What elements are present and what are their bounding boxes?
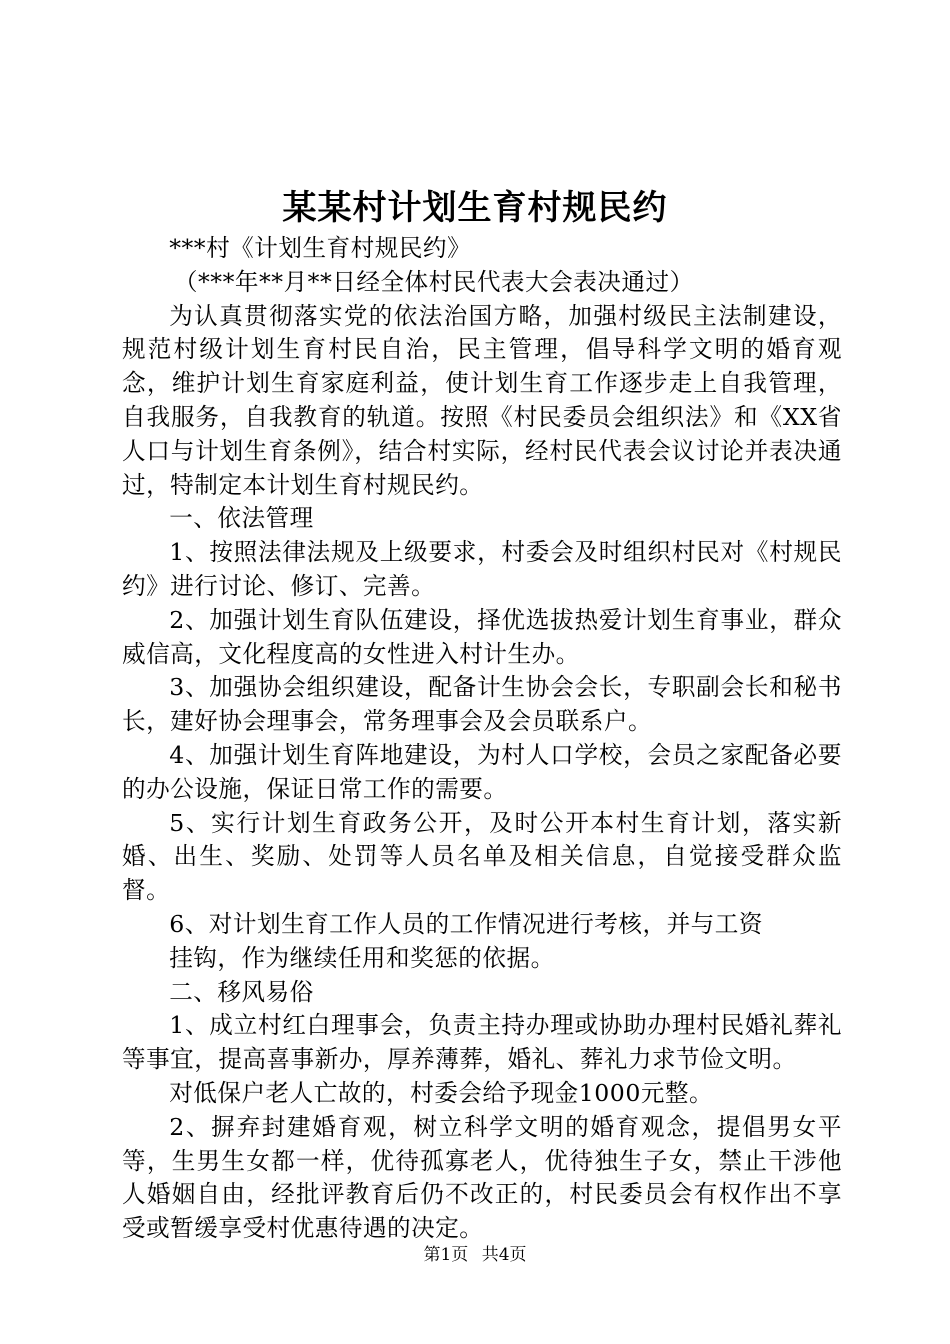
document-title: 某某村计划生育村规民约 (282, 188, 668, 228)
list-item: 2、摒弃封建婚育观，树立科学文明的婚育观念，提倡男女平等，生男生女都一样，优待孤寡老人，优待独生子女，禁止干涉他人婚姻自由，经批评教育后仍不改正的，村民委员会有权作出不享受或暂缓享受村优惠待遇的决定。 (122, 1112, 842, 1243)
approval-note: （***年**月**日经全体村民代表大会表决通过） (173, 267, 694, 296)
section-heading-1: 一、依法管理 (169, 504, 314, 533)
list-item-continuation: 挂钩，作为继续任用和奖惩的依据。 (169, 943, 555, 972)
list-item: 1、成立村红白理事会，负责主持办理或协助办理村民婚礼葬礼等事宜，提高喜事新办，厚养薄葬，婚礼、葬礼力求节俭文明。 (122, 1011, 842, 1074)
list-item: 4、加强计划生育阵地建设，为村人口学校，会员之家配备必要的办公设施，保证日常工作的需要。 (122, 740, 842, 803)
list-item: 5、实行计划生育政务公开，及时公开本村生育计划，落实新婚、出生、奖励、处罚等人员名单及相关信息，自觉接受群众监督。 (122, 808, 842, 905)
page-total: 共4页 (481, 1245, 527, 1265)
intro-paragraph: 为认真贯彻落实党的依法治国方略，加强村级民主法制建设，规范村级计划生育村民自治，民主管理，倡导科学文明的婚育观念，维护计划生育家庭利益，使计划生育工作逐步走上自我管理，自我服务，自我教育的轨道。按照《村民委员会组织法》和《XX省人口与计划生育条例》，结合村实际，经村民代表会议讨论并表决通过，特制定本计划生育村规民约。 (122, 301, 842, 499)
list-item: 6、对计划生育工作人员的工作情况进行考核，并与工资 (169, 909, 763, 938)
list-item-note: 对低保户老人亡故的，村委会给予现金1000元整。 (169, 1078, 714, 1107)
heading-village-rules: ***村《计划生育村规民约》 (169, 234, 472, 262)
section-heading-2: 二、移风易俗 (169, 977, 314, 1006)
page-footer (0, 1244, 950, 1266)
list-item: 2、加强计划生育队伍建设，择优选拔热爱计划生育事业，群众威信高，文化程度高的女性进入村计生办。 (122, 605, 842, 668)
page-number: 第1页 (423, 1245, 469, 1265)
list-item: 3、加强协会组织建设，配备计生协会会长，专职副会长和秘书长，建好协会理事会，常务理事会及会员联系户。 (122, 673, 842, 736)
document-body (122, 232, 842, 1246)
list-item: 1、按照法律法规及上级要求，村委会及时组织村民对《村规民约》进行讨论、修订、完善。 (122, 538, 842, 600)
